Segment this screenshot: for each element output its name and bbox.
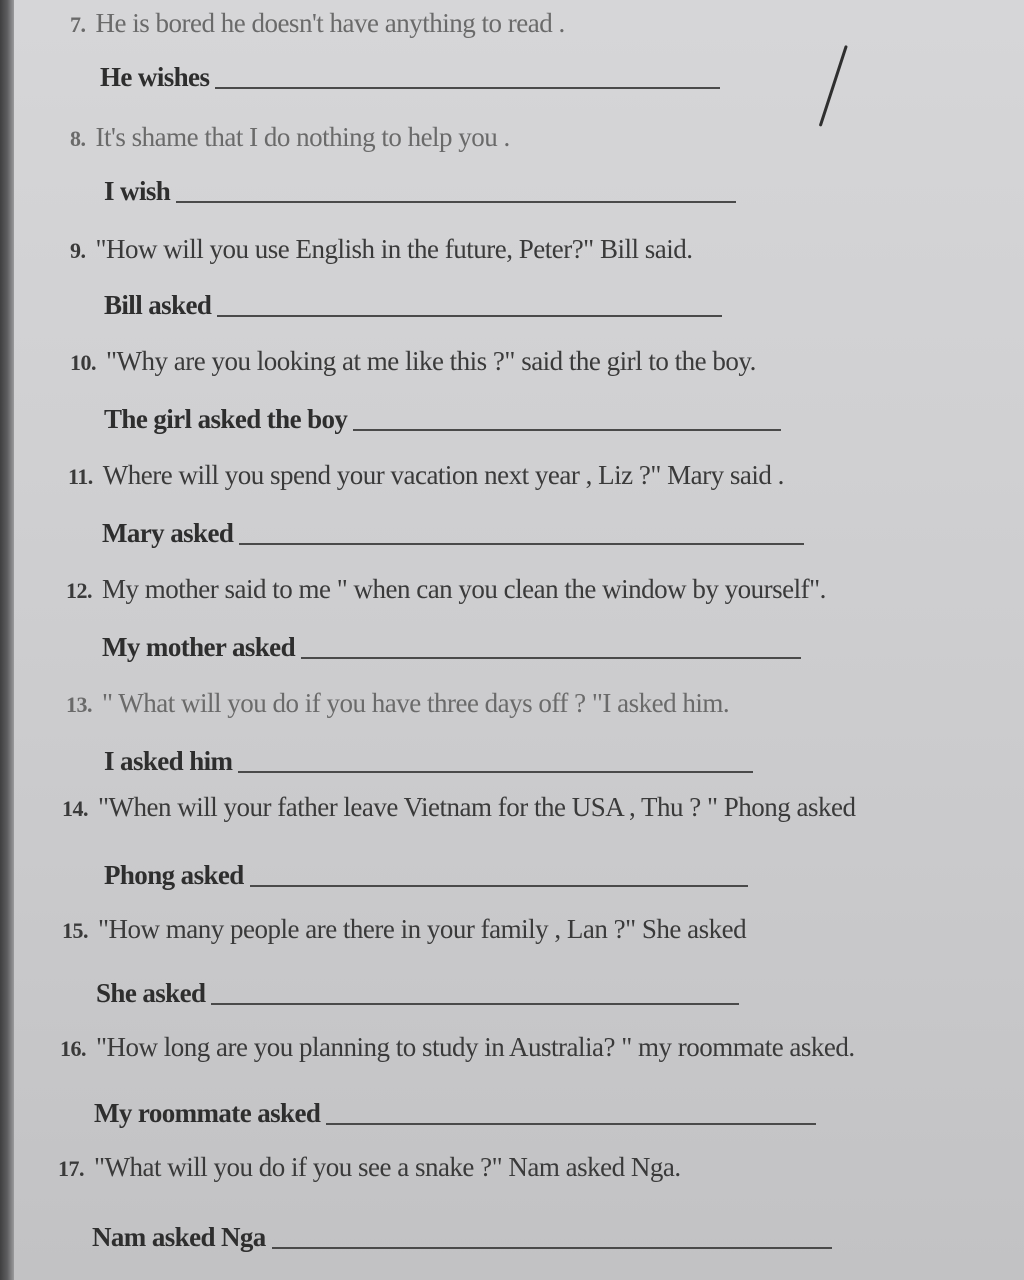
answer-line-14 (104, 860, 748, 891)
question-prompt: "Why are you looking at me like this ?" said the girl to the boy. (106, 346, 756, 376)
question-prompt: My mother said to me " when can you clean the window by yourself". (102, 574, 826, 604)
question-number: 16. (60, 1036, 86, 1061)
answer-starter: The girl asked the boy (104, 404, 348, 434)
question-14 (62, 792, 856, 823)
answer-starter: My roommate asked (94, 1098, 321, 1128)
question-10 (70, 346, 756, 377)
answer-blank[interactable] (272, 1247, 832, 1249)
question-number: 9. (70, 238, 86, 263)
question-number: 14. (62, 796, 88, 821)
question-16 (60, 1032, 855, 1063)
question-number: 8. (70, 126, 86, 151)
answer-starter: Mary asked (102, 518, 234, 548)
answer-blank[interactable] (250, 885, 748, 887)
answer-line-8 (104, 176, 736, 207)
answer-starter: Phong asked (104, 860, 244, 890)
answer-starter: I asked him (104, 746, 233, 776)
answer-blank[interactable] (176, 201, 736, 203)
question-number: 10. (70, 350, 96, 375)
answer-line-7 (100, 62, 720, 93)
answer-blank[interactable] (353, 429, 781, 431)
answer-line-10 (104, 404, 781, 435)
question-number: 7. (70, 12, 86, 37)
answer-line-15 (96, 978, 739, 1009)
question-prompt: "How many people are there in your family , Lan ?" She asked (98, 914, 747, 944)
question-prompt: "How will you use English in the future, Peter?" Bill said. (95, 234, 693, 264)
question-17 (58, 1152, 681, 1183)
answer-blank[interactable] (211, 1003, 739, 1005)
question-12 (66, 574, 826, 605)
answer-line-11 (102, 518, 804, 549)
answer-line-13 (104, 746, 753, 777)
question-number: 17. (58, 1156, 84, 1181)
question-number: 13. (66, 692, 92, 717)
question-prompt: "How long are you planning to study in Australia? " my roommate asked. (96, 1032, 855, 1062)
question-prompt: " What will you do if you have three days off ? "I asked him. (102, 688, 730, 718)
question-prompt: "What will you do if you see a snake ?" Nam asked Nga. (94, 1152, 681, 1182)
answer-starter: Bill asked (104, 290, 212, 320)
question-prompt: Where will you spend your vacation next year , Liz ?" Mary said . (102, 460, 784, 490)
question-8 (70, 122, 510, 153)
answer-blank[interactable] (301, 657, 801, 659)
answer-starter: Nam asked Nga (92, 1222, 266, 1252)
answer-blank[interactable] (326, 1123, 816, 1125)
question-15 (62, 914, 746, 945)
answer-line-12 (102, 632, 801, 663)
answer-starter: She asked (96, 978, 206, 1008)
answer-blank[interactable] (217, 315, 722, 317)
question-prompt: "When will your father leave Vietnam for the USA , Thu ? " Phong asked (98, 792, 856, 822)
question-number: 11. (68, 464, 93, 489)
question-prompt: He is bored he doesn't have anything to read . (95, 8, 565, 38)
question-prompt: It's shame that I do nothing to help you . (95, 122, 510, 152)
answer-blank[interactable] (238, 771, 753, 773)
answer-line-9 (104, 290, 722, 321)
question-11 (68, 460, 784, 491)
question-13 (66, 688, 729, 719)
answer-blank[interactable] (239, 543, 804, 545)
question-number: 12. (66, 578, 92, 603)
answer-line-17 (92, 1222, 832, 1253)
answer-starter: My mother asked (102, 632, 295, 662)
question-7 (70, 8, 565, 39)
answer-starter: I wish (104, 176, 171, 206)
question-number: 15. (62, 918, 88, 943)
answer-starter: He wishes (100, 62, 210, 92)
answer-line-16 (94, 1098, 816, 1129)
answer-blank[interactable] (215, 87, 720, 89)
question-9 (70, 234, 692, 265)
